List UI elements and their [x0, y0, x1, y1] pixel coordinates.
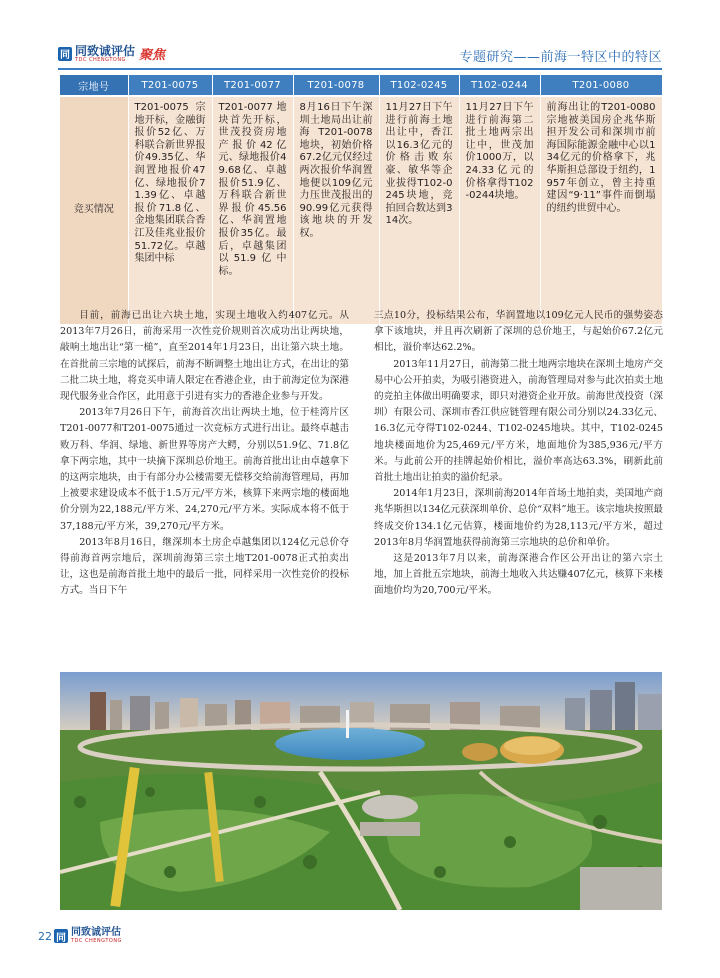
table-header: T201-0080 [540, 75, 662, 96]
aerial-park-illustration [60, 672, 662, 910]
table-cell: 11月27日下午进行前海第二批土地两宗出让中，世茂加价1000万，以24.33亿元的价格拿得T102-0244块地。 [459, 96, 540, 324]
header-divider [58, 68, 662, 70]
paragraph: 2013年8月16日，继深圳本土房企卓越集团以124亿元总价夺得前海首两宗地后，深圳前海第三宗土地T201-0078正式拍卖出让，这也是前海首批土地中的最后一批，同样采用一次性竞价的投标方式。当日下午 [60, 536, 349, 597]
page-number: 22 [38, 930, 52, 943]
aerial-park-photo [60, 672, 662, 910]
table-header: 宗地号 [60, 75, 128, 96]
paragraph: 目前，前海已出让六块土地，实现土地收入约407亿元。从2013年7月26日，前海采用一次性竞价规则首次成功出让两块地，敲响土地出让“第一槌”，直至2014年1月23日，出让第六块土地。在首批前三宗地的试探后，前海不断调整土地出让方式，在出让的第二批二块土地，将竞买申请人限定在香港企业，由于前海定位为深港现代服务业合作区，此用意于引进有实力的香港企业参与开发。 [60, 310, 349, 403]
table-header: T201-0078 [293, 75, 379, 96]
page-header [58, 44, 662, 66]
table-cell: 11月27日下午进行前海土地出让中，香江以16.3亿元的价格击败东豪、敏华等企业拔得T102-0245块地，竞拍回合数达到314次。 [379, 96, 459, 324]
table-cell: 前海出让的T201-0080宗地被美国房企兆华斯担开发公司和深圳市前海国际能源金融中心以134亿元的价格拿下，兆华斯担总部设于纽约，1957年创立，曾主持重建因“9·11”事件而倒塌的纽约世贸中心。 [540, 96, 662, 324]
table-header: T102-0244 [459, 75, 540, 96]
table-header: T102-0245 [379, 75, 459, 96]
logo-icon: 同 [54, 929, 68, 943]
section-title: 专题研究——前海一特区中的特区 [459, 50, 662, 65]
logo-text: 同致诚评估 [75, 43, 136, 58]
paragraph: 2013年7月26日下午，前海首次出让两块土地，位于桂湾片区T201-0077和T201-0075通过一次竞标方式进行出让。最终卓越击败万科、华润、绿地、新世界等房产大鳄，分别以51.9亿、71.8亿拿下两宗地，其中一块摘下深圳总价地王。前海首批出让由卓越拿下的这两宗地块，由于有部分办公楼需要无偿移交给前海管理局，再加上被要求建设成本不低于1.5万元/平方米，核算下来两宗地的楼面地价分别为22,188元/平方米、24,270元/平方米。实际成本将不低于37,188元/平方米，39,270元/平方米。 [60, 407, 349, 532]
table-row [60, 96, 662, 324]
table-cell: T201-0077地块首先开标，世茂投资房地产报价42亿元、绿地报价49.68亿、卓越报价51.9亿、万科联合新世界报价45.56亿、华润置地报价35亿。最后，卓越集团以51.9亿中标。 [212, 96, 293, 324]
paragraph: 三点10分，投标结果公布，华润置地以109亿元人民币的强势姿态拿下该地块，并且再次刷新了深圳的总价地王，与起始价67.2亿元相比，溢价率达62.2%。 [374, 310, 663, 354]
table-header: T201-0075 [128, 75, 212, 96]
header-logo [58, 44, 165, 63]
paragraph: 2013年11月27日，前海第二批土地两宗地块在深圳土地房产交易中心公开拍卖，为吸引港资进入，前海管理局对参与此次拍卖土地的竞拍主体做出明确要求，即只对港资企业开放。前海世茂投资（深圳）有限公司、深圳市香江供应链管理有限公司分别以24.33亿元、16.3亿元夺得T102-0244、T102-0245地块。其中，T102-0245地块楼面地价为25,469元/平方米，地面地价为385,936元/平方米。与此前公开的挂牌起始价相比，溢价率高达63.3%，刷新此前首批土地出让拍卖的溢价纪录。 [374, 358, 663, 484]
paragraph: 这是2013年7月以来，前海深港合作区公开出让的第六宗土地，加上首批五宗地块，前海土地收入共达赚407亿元，核算下来楼面地价均为20,700元/平米。 [374, 553, 663, 597]
paragraph: 2014年1月23日，深圳前海2014年首场土地拍卖，美国地产商兆华斯担以134亿元获深圳单价、总价“双料”地王。该宗地块按照最终成交价134.1亿元估算，楼面地价约为28,113元/平方米，超过2013年8月华润置地获得前海第三宗地块的总价和单价。 [374, 488, 663, 548]
article-column-left [60, 308, 349, 600]
article-column-right [374, 308, 663, 600]
logo-icon: 同 [58, 47, 72, 61]
footer-logo-text: 同致诚评估 [71, 927, 121, 938]
footer-logo-subtext: TDC CHENGTONG [71, 938, 122, 944]
table-header-row [60, 75, 662, 96]
row-label: 竞买情况 [60, 96, 128, 324]
table-cell: T201-0075宗地开标，金融街报价52亿、万科联合新世界报价49.35亿、华润置地报价47亿、绿地报价71.39亿、卓越报价71.8亿、金地集团联合香江及佳兆业报价51.72亿。卓越集团中标 [128, 96, 212, 324]
table-cell: 8月16日下午深圳土地局出让前海T201-0078地块，初始价格67.2亿元仅经过两次报价华润置地便以109亿元力压世茂报出的90.99亿元获得该地块的开发权。 [293, 96, 379, 324]
logo-subtext: TDC CHENGTONG [75, 56, 126, 63]
column-mark: 聚焦 [139, 48, 166, 63]
land-deal-table [60, 75, 663, 324]
table-header: T201-0077 [212, 75, 293, 96]
footer-logo [54, 928, 122, 944]
